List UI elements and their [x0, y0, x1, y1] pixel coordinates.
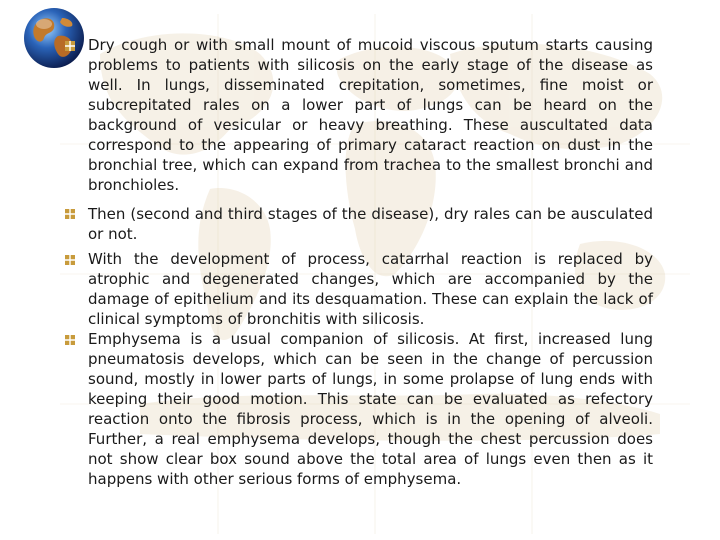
paragraph-dry-cough: Dry cough or with small mount of mucoid viscous sputum starts causing problems to patients with silicosis on the early stage of the disease as well. In lungs, disseminated crepitation, sometimes, fine moist or subcrepitated rales on a lower part of lungs can be heard on the background of vesicular or heavy breathing. These auscultated data correspond to the appearing of primary cataract reaction on dust in the bronchial tree, which can expand from trachea to the smallest bronchi and bronchioles.: [88, 36, 653, 194]
paragraph-dry-rales: Then (second and third stages of the disease), dry rales can be ausculated or not.: [88, 205, 653, 243]
bullet-icon: [64, 334, 76, 346]
globe-icon: [22, 6, 86, 70]
bullet-icon: [64, 40, 76, 52]
bullet-icon: [64, 254, 76, 266]
bullet-icon: [64, 208, 76, 220]
paragraph-emphysema: Emphysema is a usual companion of silicosis. At first, increased lung pneumatosis develops, which can be seen in the change of percussion sound, mostly in lower parts of lungs, in some prolapse of lung ends with keeping their good motion. This state can be evaluated as refectory reaction onto the fibrosis process, which is in the opening of alveoli. Further, a real emphysema develops, though the chest percussion does not show clear box sound above the total area of lungs even then as it happens with other serious forms of emphysema.: [88, 330, 653, 488]
paragraph-catarrhal-reaction: With the development of process, catarrhal reaction is replaced by atrophic and degenerated changes, which are accompanied by the damage of epithelium and its desquamation. These can explain the lack of clinical symptoms of bronchitis with silicosis.: [88, 250, 653, 328]
